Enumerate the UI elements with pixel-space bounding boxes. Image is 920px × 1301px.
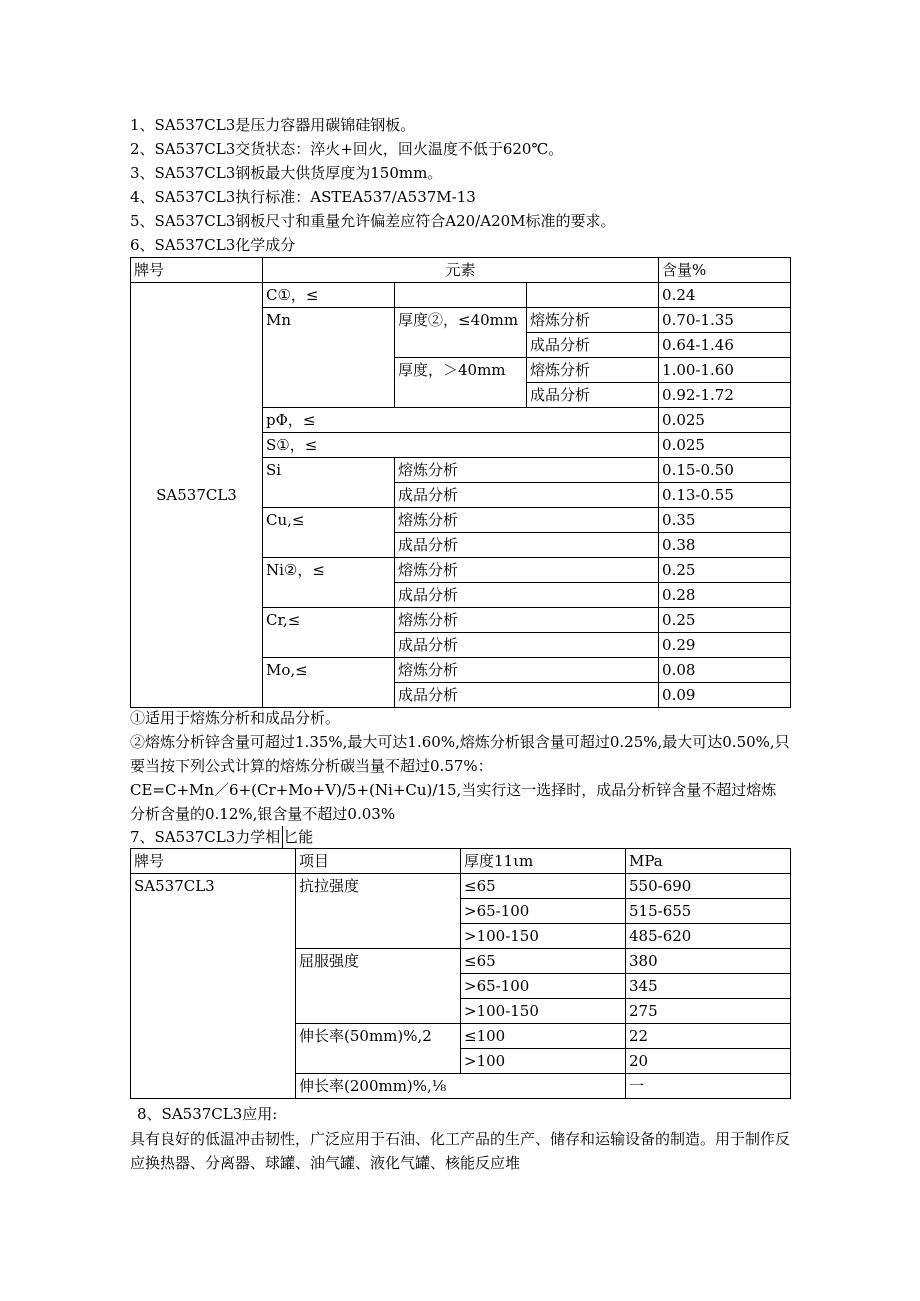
value-cell: 345 xyxy=(626,974,791,999)
value-cell: 0.09 xyxy=(659,683,791,708)
element-mo: Mo,≤ xyxy=(263,658,395,708)
thickness-cell: ≤100 xyxy=(461,1024,626,1049)
method-cell: 熔炼分析 xyxy=(395,658,659,683)
mech-heading-part-2: 匕能 xyxy=(283,828,314,846)
value-cell: 1.00-1.60 xyxy=(659,358,791,383)
item-tensile: 抗拉强度 xyxy=(296,874,461,949)
intro-line-5: 5、SA537CL3钢板尺寸和重量允许偏差应符合A20/A20M标准的要求。 xyxy=(130,212,616,230)
value-cell: 0.64-1.46 xyxy=(659,333,791,358)
method-cell: 熔炼分析 xyxy=(527,358,659,383)
value-cell: 0.08 xyxy=(659,658,791,683)
item-elongation-50: 伸长率(50mm)%,2 xyxy=(296,1024,461,1074)
grade-cell: SA537CL3 xyxy=(131,283,263,708)
footnote-2: ②熔炼分析锌含量可超过1.35%,最大可达1.60%,熔炼分析银含量可超过0.25%,最大可达0.50%,只要当按下列公式计算的熔炼分析碳当量不超过0.57%： xyxy=(130,733,790,775)
value-cell: 485-620 xyxy=(626,924,791,949)
method-cell: 熔炼分析 xyxy=(527,308,659,333)
element-s: S①，≤ xyxy=(263,433,659,458)
method-cell: 成品分析 xyxy=(527,383,659,408)
value-cell: 550-690 xyxy=(626,874,791,899)
method-cell: 成品分析 xyxy=(527,333,659,358)
thickness-cell: ≤65 xyxy=(461,949,626,974)
grade-cell: SA537CL3 xyxy=(131,874,296,1099)
value-cell: 0.29 xyxy=(659,633,791,658)
method-cell: 熔炼分析 xyxy=(395,608,659,633)
thickness-cell: >100-150 xyxy=(461,999,626,1024)
value-cell: 0.25 xyxy=(659,558,791,583)
item-yield: 屈服强度 xyxy=(296,949,461,1024)
value-s: 0.025 xyxy=(659,433,791,458)
method-cell: 成品分析 xyxy=(395,633,659,658)
table-row xyxy=(131,258,791,283)
value-cell: 515-655 xyxy=(626,899,791,924)
mech-section-heading xyxy=(130,826,313,848)
thickness-cell: >65-100 xyxy=(461,974,626,999)
header-mpa: MPa xyxy=(626,849,791,874)
intro-line-2: 2、SA537CL3交货状态：淬火+回火，回火温度不低于620℃。 xyxy=(130,140,564,158)
intro-line-1: 1、SA537CL3是压力容器用碳锦硅钢板。 xyxy=(130,116,416,134)
header-grade: 牌号 xyxy=(131,849,296,874)
element-c: C①，≤ xyxy=(263,283,395,308)
table-row xyxy=(131,849,791,874)
element-cr: Cr,≤ xyxy=(263,608,395,658)
value-cell: 0.25 xyxy=(659,608,791,633)
header-grade: 牌号 xyxy=(131,258,263,283)
value-cell: 0.15-0.50 xyxy=(659,458,791,483)
value-cell: 0.13-0.55 xyxy=(659,483,791,508)
value-cell: 0.92-1.72 xyxy=(659,383,791,408)
method-cell: 成品分析 xyxy=(395,583,659,608)
element-si: Si xyxy=(263,458,395,508)
method-cell: 熔炼分析 xyxy=(395,558,659,583)
value-cell: 275 xyxy=(626,999,791,1024)
value-cell: 22 xyxy=(626,1024,791,1049)
application-heading: 8、SA537CL3应用: xyxy=(137,1105,278,1123)
mn-thickness-2: 厚度，＞40mm xyxy=(395,358,527,408)
intro-line-4: 4、SA537CL3执行标准：ASTEA537/A537M-13 xyxy=(130,188,476,206)
value-c: 0.24 xyxy=(659,283,791,308)
element-mn: Mn xyxy=(263,308,395,408)
intro-line-3: 3、SA537CL3钢板最大供货厚度为150mm。 xyxy=(130,164,443,182)
value-cell: 0.70-1.35 xyxy=(659,308,791,333)
value-cell: 一 xyxy=(626,1074,791,1099)
header-element: 元素 xyxy=(263,258,659,283)
header-item: 项目 xyxy=(296,849,461,874)
thickness-cell: ≤65 xyxy=(461,874,626,899)
header-thickness: 厚度11ιm xyxy=(461,849,626,874)
value-cell: 20 xyxy=(626,1049,791,1074)
empty-cell xyxy=(395,283,527,308)
method-cell: 成品分析 xyxy=(395,683,659,708)
mech-heading-part-1: 7、SA537CL3力学相 xyxy=(130,828,281,846)
chem-section-heading: 6、SA537CL3化学成分 xyxy=(130,236,296,254)
method-cell: 成品分析 xyxy=(395,483,659,508)
table-row xyxy=(131,874,791,899)
item-elongation-200: 伸长率(200mm)%,⅛ xyxy=(296,1074,626,1099)
value-cell: 0.35 xyxy=(659,508,791,533)
thickness-cell: >65-100 xyxy=(461,899,626,924)
value-cell: 0.38 xyxy=(659,533,791,558)
thickness-cell: >100-150 xyxy=(461,924,626,949)
footnote-ce-formula: CE=C+Mn／6+(Cr+Mo+V)/5+(Ni+Cu)/15,当实行这一选择时，成品分析锌含量不超过熔炼分析含量的0.12%,银含量不超过0.03% xyxy=(130,781,777,823)
element-p: pΦ，≤ xyxy=(263,408,659,433)
application-body: 具有良好的低温冲击韧性，广泛应用于石油、化工产品的生产、储存和运输设备的制造。用于制作反应换热器、分离器、球罐、油气罐、液化气罐、核能反应堆 xyxy=(130,1130,791,1172)
element-ni: Ni②，≤ xyxy=(263,558,395,608)
value-cell: 0.28 xyxy=(659,583,791,608)
empty-cell xyxy=(527,283,659,308)
chemical-composition-table xyxy=(130,257,791,708)
thickness-cell: >100 xyxy=(461,1049,626,1074)
table-row xyxy=(131,283,791,308)
mechanical-properties-table xyxy=(130,848,791,1099)
method-cell: 熔炼分析 xyxy=(395,508,659,533)
mn-thickness-1: 厚度②，≤40mm xyxy=(395,308,527,358)
value-p: 0.025 xyxy=(659,408,791,433)
method-cell: 成品分析 xyxy=(395,533,659,558)
value-cell: 380 xyxy=(626,949,791,974)
header-content: 含量% xyxy=(659,258,791,283)
method-cell: 熔炼分析 xyxy=(395,458,659,483)
element-cu: Cu,≤ xyxy=(263,508,395,558)
footnote-1: ①适用于熔炼分析和成品分析。 xyxy=(130,709,341,727)
